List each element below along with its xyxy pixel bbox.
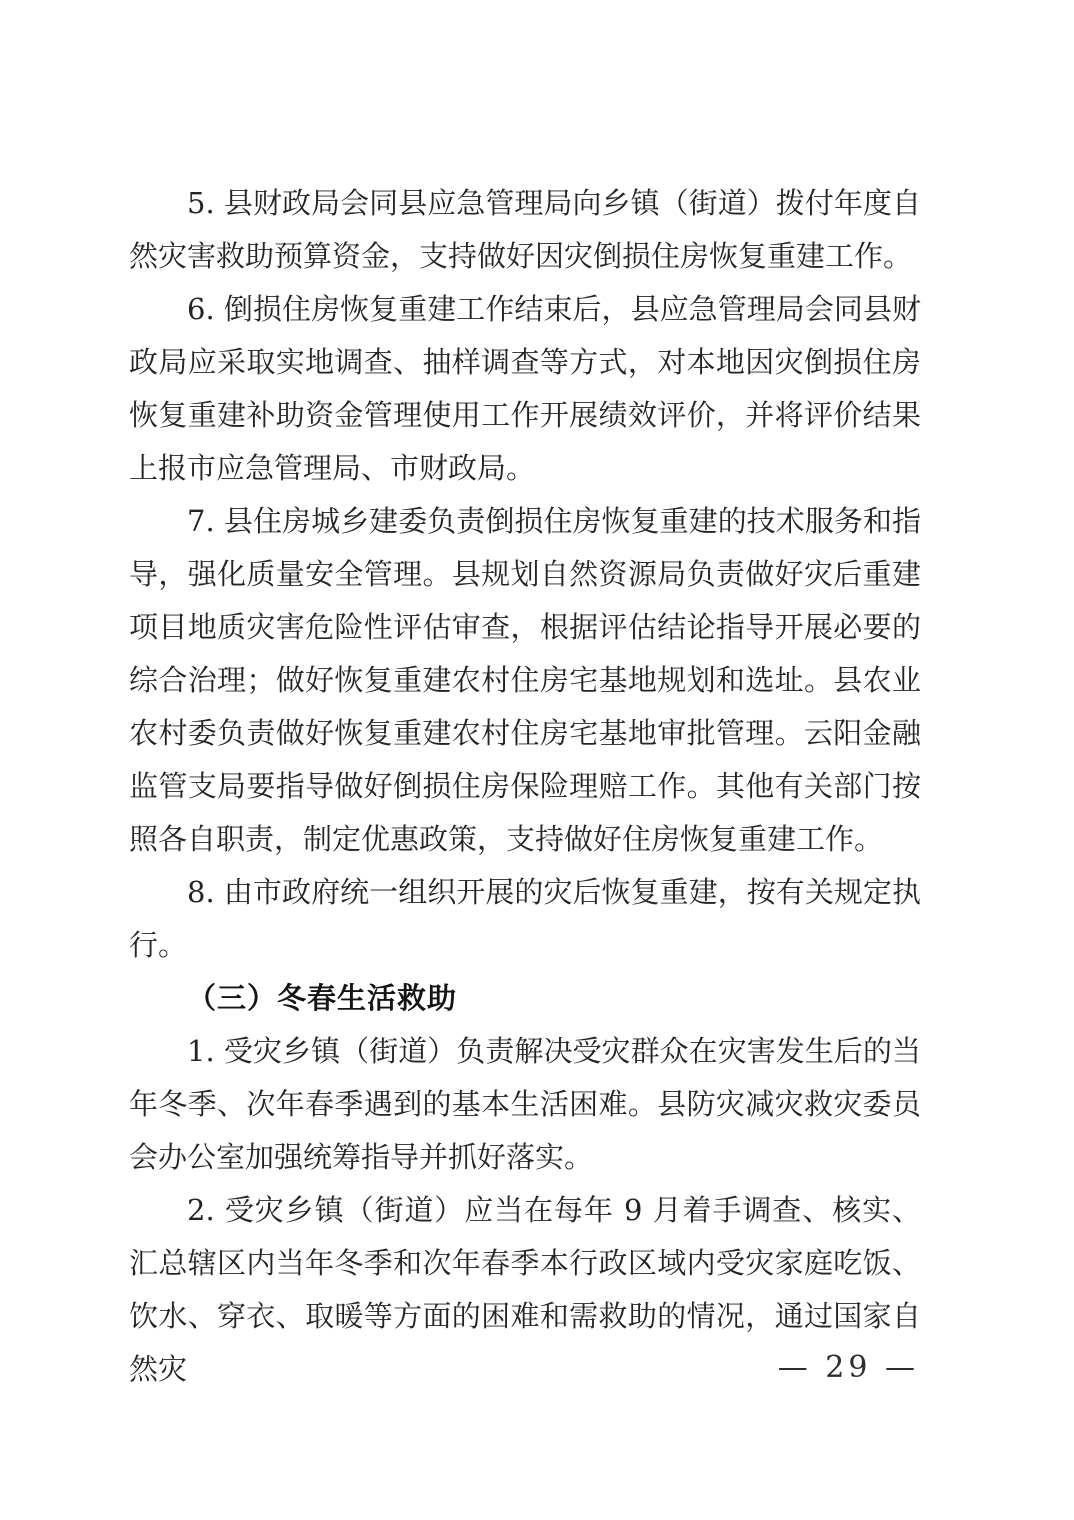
paragraph-item-2: 2. 受灾乡镇（街道）应当在每年 9 月着手调查、核实、汇总辖区内当年冬季和次年春季本行政区域内受灾家庭吃饭、饮水、穿衣、取暖等方面的困难和需救助的情况，通过国家自然灾 bbox=[129, 1193, 921, 1386]
paragraph-item-7: 7. 县住房城乡建委负责倒损住房恢复重建的技术服务和指导，强化质量安全管理。县规划自然资源局负责做好灾后重建项目地质灾害危险性评估审查，根据评估结论指导开展必要的综合治理；做好恢复重建农村住房宅基地规划和选址。县农业农村委负责做好恢复重建农村住房宅基地审批管理。云阳金融监管支局要指导做好倒损住房保险理赔工作。其他有关部门按照各自职责，制定优惠政策，支持做好住房恢复重建工作。 bbox=[129, 504, 921, 856]
section-heading-winter-spring-relief: （三）冬春生活救助 bbox=[187, 981, 458, 1015]
paragraph-item-5: 5. 县财政局会同县应急管理局向乡镇（街道）拨付年度自然灾害救助预算资金，支持做好因灾倒损住房恢复重建工作。 bbox=[129, 186, 921, 273]
paragraph-item-8: 8. 由市政府统一组织开展的灾后恢复重建，按有关规定执行。 bbox=[129, 875, 921, 962]
paragraph-item-1: 1. 受灾乡镇（街道）负责解决受灾群众在灾害发生后的当年冬季、次年春季遇到的基本生活困难。县防灾减灾救灾委员会办公室加强统筹指导并抓好落实。 bbox=[129, 1034, 921, 1174]
document-content bbox=[129, 177, 921, 1396]
page-number: — 29 — bbox=[777, 1350, 919, 1385]
paragraph-item-6: 6. 倒损住房恢复重建工作结束后，县应急管理局会同县财政局应采取实地调查、抽样调查等方式，对本地因灾倒损住房恢复重建补助资金管理使用工作开展绩效评价，并将评价结果上报市应急管理局、市财政局。 bbox=[129, 292, 921, 485]
